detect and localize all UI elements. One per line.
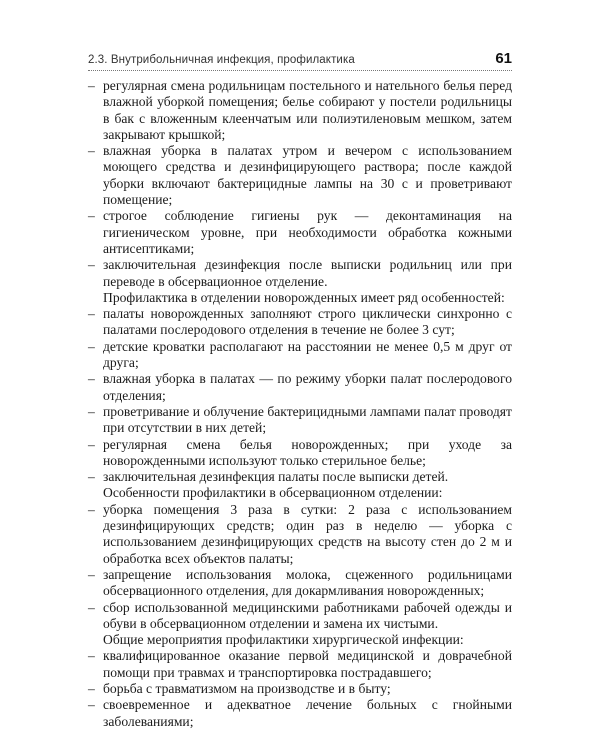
list-observation-department <box>88 502 512 632</box>
dash-bullet: – <box>88 208 95 224</box>
dash-bullet: – <box>88 371 95 387</box>
dash-bullet: – <box>88 78 95 93</box>
header-divider <box>88 70 512 71</box>
dash-bullet: – <box>88 648 95 664</box>
dash-bullet: – <box>88 501 95 517</box>
page-number: 61 <box>495 50 512 67</box>
list-item: – палаты новорожденных заполняют строго циклически синхронно с палатами послеродового отделения в течение не более 3 сут; <box>88 306 512 338</box>
list-newly-delivered-care <box>88 78 512 290</box>
dash-bullet: – <box>88 566 95 582</box>
dash-bullet: – <box>88 338 95 354</box>
dash-bullet: – <box>88 599 95 615</box>
paragraph-newborn-department: Профилактика в отделении новорожденных имеет ряд особенностей: <box>103 289 505 305</box>
list-item: – квалифицированное оказание первой медицинской и доврачебной помощи при травмах и транспортировка пострадавшего; <box>88 648 512 680</box>
dash-bullet: – <box>88 680 95 696</box>
dash-bullet: – <box>88 306 95 322</box>
list-item: – заключительная дезинфекция после выписки родильниц или при переводе в обсервационное отделение. <box>88 257 512 289</box>
list-item: – регулярная смена родильницам постельного и нательного белья перед влажной уборкой помещения; белье собирают у постели родильницы в бак с вложенным клеенчатым или полиэтиленовым мешком, затем закрывают крышкой; <box>88 78 512 142</box>
list-newborn-department <box>88 306 512 485</box>
running-header <box>88 50 512 72</box>
section-title: 2.3. Внутрибольничная инфекция, профилактика <box>88 54 355 66</box>
list-item: – влажная уборка в палатах утром и вечером с использованием моющего средства и дезинфицирующего раствора; после каждой уборки включают бактерицидные лампы на 30 с и проветривают помещение; <box>88 143 512 208</box>
list-item: – проветривание и облучение бактерицидными лампами палат проводят при отсутствии в них детей; <box>88 403 512 436</box>
list-item: – заключительная дезинфекция палаты после выписки детей. <box>88 469 449 485</box>
list-item: – детские кроватки располагают на расстоянии не менее 0,5 м друг от друга; <box>88 338 512 371</box>
paragraph-observation-department: Особенности профилактики в обсервационном отделении: <box>103 485 443 501</box>
list-item: – борьба с травматизмом на производстве и в быту; <box>88 680 391 696</box>
dash-bullet: – <box>88 143 95 159</box>
list-item: – своевременное и адекватное лечение больных с гнойными заболеваниями; <box>88 697 512 729</box>
list-item: – влажная уборка в палатах — по режиму уборки палат послеродового отделения; <box>88 371 512 403</box>
dash-bullet: – <box>88 403 95 419</box>
list-item: – сбор использованной медицинскими работниками рабочей одежды и обуви в обсервационном отделении и замена их чистыми. <box>88 599 512 631</box>
list-item: – регулярная смена белья новорожденных; при уходе за новорожденными используют только стерильное белье; <box>88 436 512 468</box>
list-item: – строгое соблюдение гигиены рук — деконтаминация на гигиеническом уровне, при необходимости обработка кожными антисептиками; <box>88 208 512 256</box>
dash-bullet: – <box>88 469 95 485</box>
dash-bullet: – <box>88 436 95 452</box>
list-item: – запрещение использования молока, сцеженного родильницами обсервационного отделения, для докармливания новорожденных; <box>88 566 512 599</box>
page-body <box>88 78 512 730</box>
paragraph-surgical-infection: Общие мероприятия профилактики хирургической инфекции: <box>103 632 464 648</box>
list-item: – уборка помещения 3 раза в сутки: 2 раза с использованием дезинфицирующих средств; один раз в неделю — уборка с использованием дезинфицирующих средств на высоту стен до 2 м и обработка всех объектов палаты; <box>88 501 512 566</box>
dash-bullet: – <box>88 257 95 273</box>
dash-bullet: – <box>88 697 95 713</box>
list-surgical-infection <box>88 648 512 729</box>
